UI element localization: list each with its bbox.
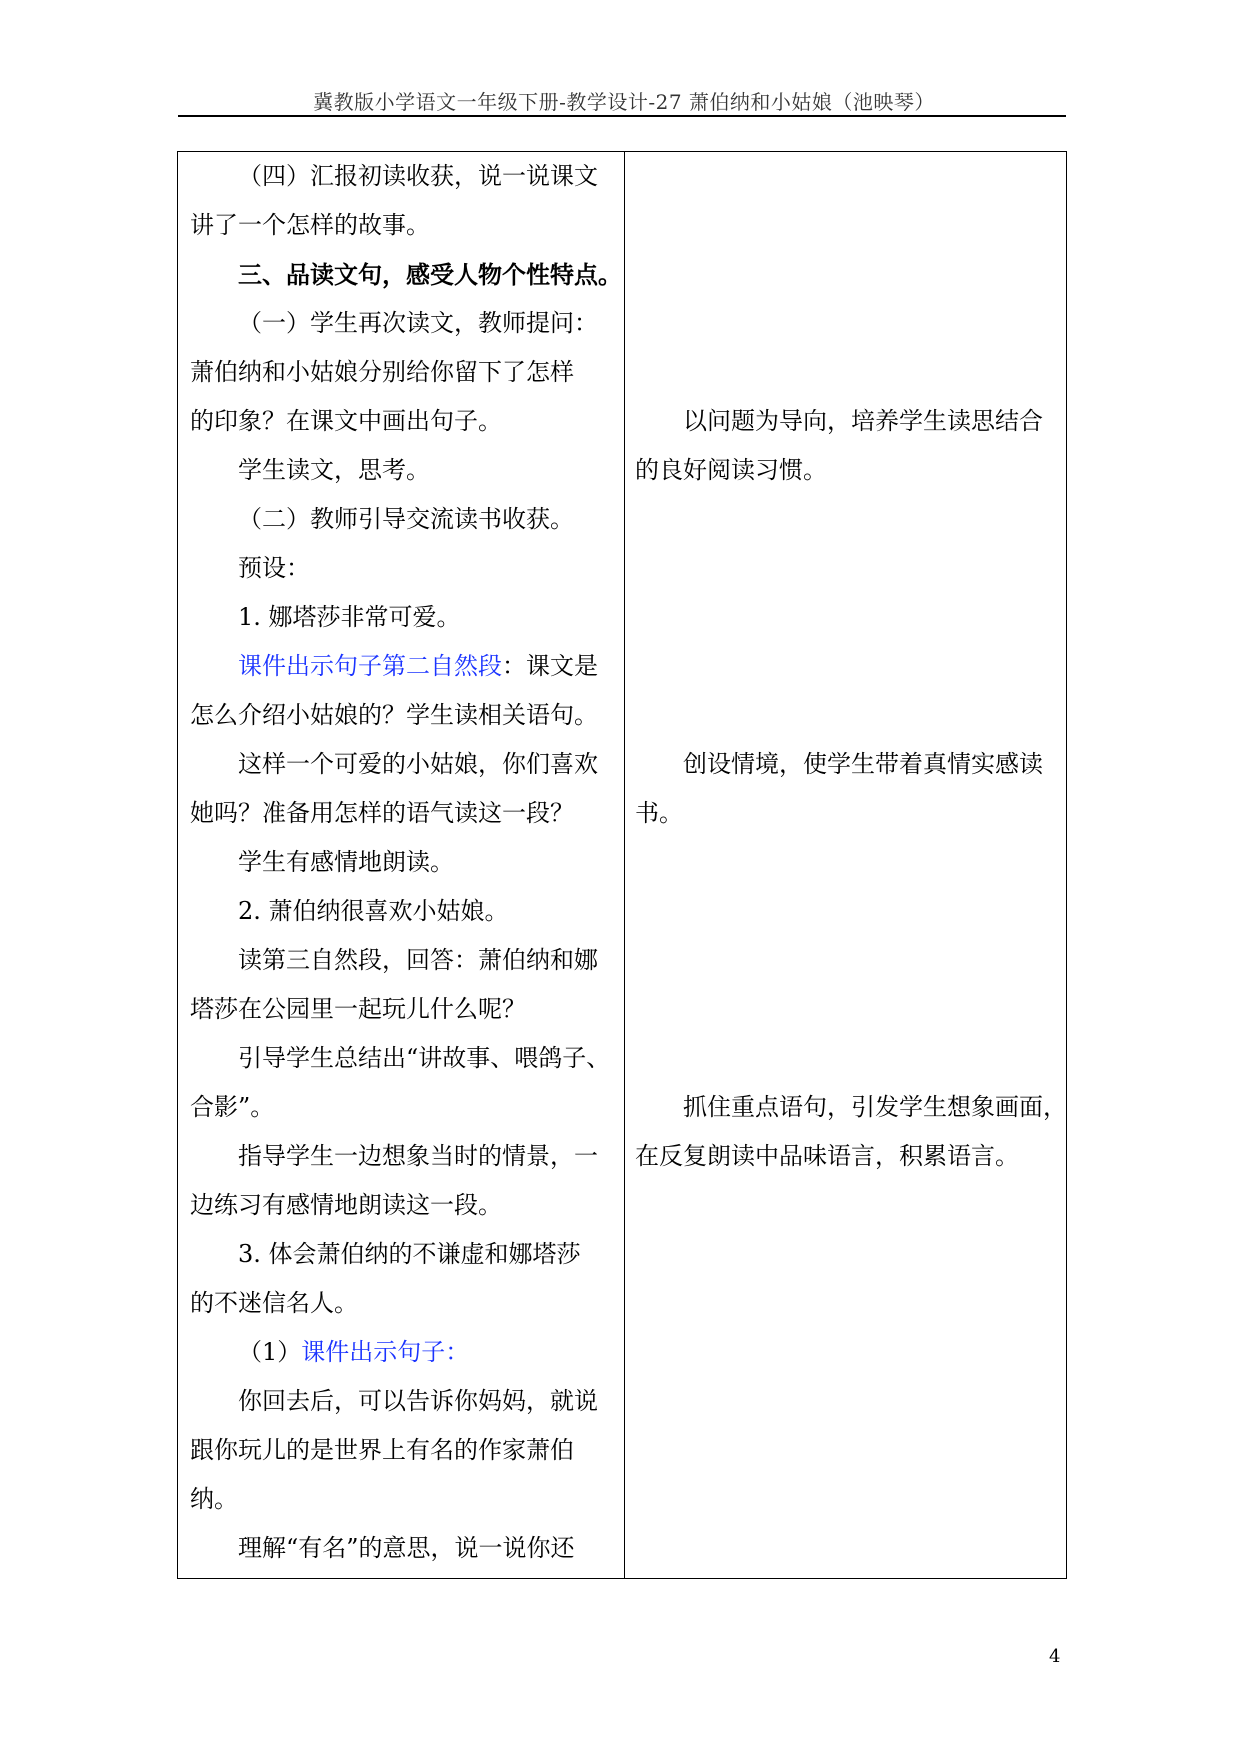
courseware-reference: 课件出示句子： [301,1338,470,1366]
paragraph: 合影”。 [190,1093,275,1121]
design-note: 抓住重点语句，引发学生想象画面， [683,1093,1067,1121]
section-heading: 三、品读文句，感受人物个性特点。 [238,260,622,289]
paragraph: 纳。 [190,1485,238,1513]
paragraph: 预设： [238,554,310,582]
lesson-plan-table [177,151,1067,1579]
header-rule [178,115,1066,117]
paragraph: （四）汇报初读收获，说一说课文 [238,162,598,190]
paragraph-text: （1） [238,1338,302,1366]
paragraph: 你回去后，可以告诉你妈妈，就说 [238,1387,598,1415]
paragraph: 的不迷信名人。 [190,1289,358,1317]
paragraph: 塔莎在公园里一起玩儿什么呢？ [190,995,526,1023]
paragraph: 指导学生一边想象当时的情景，一 [238,1142,598,1170]
paragraph: 萧伯纳和小姑娘分别给你留下了怎样 [190,358,574,386]
column-divider [624,152,625,1578]
paragraph: 跟你玩儿的是世界上有名的作家萧伯 [190,1436,574,1464]
paragraph [190,1328,469,1377]
design-note: 书。 [635,799,683,827]
paragraph: 怎么介绍小姑娘的？学生读相关语句。 [190,701,598,729]
design-note: 创设情境，使学生带着真情实感读 [683,750,1043,778]
paragraph: 读第三自然段，回答：萧伯纳和娜 [238,946,598,974]
paragraph: 学生读文，思考。 [238,456,430,484]
paragraph-text: ：课文是 [502,652,598,680]
paragraph: （二）教师引导交流读书收获。 [238,505,574,533]
courseware-reference: 课件出示句子第二自然段 [238,652,502,680]
paragraph: 讲了一个怎样的故事。 [190,211,430,239]
paragraph: 3. 体会萧伯纳的不谦虚和娜塔莎 [238,1240,581,1268]
paragraph: （一）学生再次读文，教师提问： [238,309,598,337]
paragraph: 2. 萧伯纳很喜欢小姑娘。 [238,897,509,925]
page-header-title: 冀教版小学语文一年级下册-教学设计-27 萧伯纳和小姑娘（池映琴） [313,90,935,114]
paragraph: 的印象？在课文中画出句子。 [190,407,502,435]
design-note: 的良好阅读习惯。 [635,456,827,484]
paragraph: 这样一个可爱的小姑娘，你们喜欢 [238,750,598,778]
paragraph: 引导学生总结出“讲故事、喂鸽子、 [238,1044,611,1072]
design-note: 在反复朗读中品味语言，积累语言。 [635,1142,1019,1170]
paragraph: 边练习有感情地朗读这一段。 [190,1191,502,1219]
paragraph: 1. 娜塔莎非常可爱。 [238,603,461,631]
design-note: 以问题为导向，培养学生读思结合 [683,407,1043,435]
paragraph [190,642,598,691]
paragraph: 学生有感情地朗读。 [238,848,454,876]
paragraph: 理解“有名”的意思，说一说你还 [238,1534,575,1562]
paragraph: 她吗？准备用怎样的语气读这一段？ [190,799,574,827]
page-number: 4 [1049,1646,1061,1667]
